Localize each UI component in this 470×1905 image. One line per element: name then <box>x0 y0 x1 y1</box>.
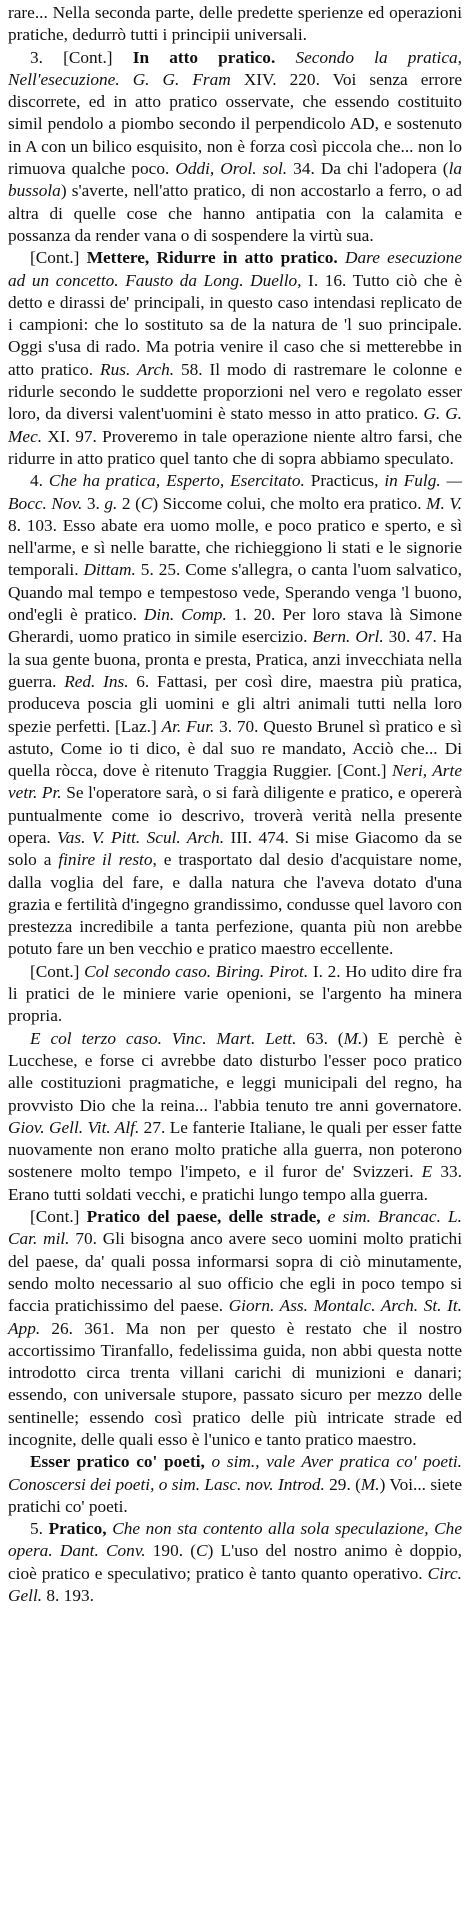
body-text <box>205 1452 212 1471</box>
body-text: I. 16. Tutto ciò che è detto e dirassi de' principali, in questo caso intendasi replicato de i campioni: che lo sostituto sa de la natura de 'l suo principale. Oggi s'usa di rado. Ma potria venire il caso che si metterebbe in atto pratico. <box>8 270 462 379</box>
body-text: 27. Le fanterie Italiane, le quali per esser fatte nuovamente non erano molto pratiche alla guerra, non poterono sostenere molto tempo l'impeto, e il furor de' Svizzeri. <box>8 1117 462 1182</box>
citation-text: Dare esecuzione ad un concetto. Fausto da Long. Duello, <box>8 248 462 290</box>
citation-text: Ar. Fur. <box>161 716 215 736</box>
citation-text: Oddi, Orol. sol. <box>175 159 288 179</box>
citation-text: finire il resto <box>58 850 153 870</box>
body-text: 190. ( <box>145 1541 197 1561</box>
citation-text: C <box>196 1541 208 1561</box>
citation-text: la bussola <box>8 159 463 201</box>
body-text: [Cont.] <box>30 1207 87 1227</box>
citation-text: o sim., vale Aver pratica co' poeti. Conoscersi dei poeti, o sim. Lasc. nov. Introd. <box>8 1452 463 1494</box>
dictionary-paragraph <box>8 1206 462 1451</box>
citation-text: C <box>140 493 153 513</box>
body-text: XI. 97. Proveremo in tale operazione niente altro farsi, che ridurre in atto pratico quel tanto che di sopra abbiamo speculato. <box>8 426 462 468</box>
body-text: rare... Nella seconda parte, delle predette sperienze ed operazioni pratiche, dedurrò tutti i principii universali. <box>8 3 462 45</box>
body-text: ) Siccome colui, che molto era pratico. <box>152 493 427 513</box>
dictionary-paragraph <box>8 247 462 470</box>
body-text: 3. <box>82 493 105 513</box>
citation-text: E <box>421 1162 433 1182</box>
body-text: 3. 70. Questo Brunel sì pratico e sì astuto, Come io ti dico, è dal suo re mandato, Acciò che... Di quella ròcca, dove è ritenuto Traggia Ruggier. [Cont.] <box>8 716 462 781</box>
dictionary-paragraph <box>8 2 462 47</box>
citation-text: Giov. Gell. Vit. Alf. <box>8 1117 140 1137</box>
headword-text: Pratico, <box>48 1519 107 1539</box>
body-text: Practicus, <box>304 471 385 491</box>
citation-text: Rus. Arch. <box>100 359 175 379</box>
body-text: ) E perchè è Lucchese, e forse ci avrebbe dato disturbo l'esser poco pratico alle costituzioni pragmatiche, e leggi municipali del regno, ha provvisto Dio che la reina... l'abbia tenuto tre anni governatore. <box>8 1028 462 1115</box>
citation-text: Neri, Arte vetr. Pr. <box>8 761 462 803</box>
body-text: 1. 20. Per loro stava là Simone Gherardi, uomo pratico in simile esercizio. <box>8 605 462 647</box>
body-text: 29. ( <box>324 1474 361 1494</box>
citation-text: Vas. V. Pitt. Scul. Arch. <box>57 827 225 847</box>
citation-text: Col secondo caso. Biring. Pirot. <box>84 961 309 981</box>
body-text: ) L'uso del nostro animo è doppio, cioè pratico e speculativo; pratico è tanto quanto operativo. <box>8 1541 463 1583</box>
body-text: 26. 361. Ma non per questo è restato che il nostro accortissimo Tiranfallo, fedelissima guida, non abbi questa notte introdotto circa trenta villani carichi di munizioni e danari; essendo, con universale stupore, passato sicuro per mezzo delle sentinelle; essendo così pratico delle più intricate strade ed incognite, delle quali esso è l'unico e tanto pratico maestro. <box>8 1318 462 1449</box>
body-text <box>321 1207 328 1226</box>
citation-text: in Fulg. — Bocc. Nov. <box>8 471 462 513</box>
body-text: 58. Il modo di rastremare le colonne e ridurle secondo le suddette proporzioni nel vero e regolato esser loro, da diversi valent'uomini è stato messo in atto pratico. <box>8 359 463 424</box>
citation-text: Bern. Orl. <box>312 627 384 647</box>
body-text: 33. Erano tutti soldati vecchi, e pratichi lungo tempo alla guerra. <box>8 1162 462 1204</box>
citation-text: Dittam. <box>83 560 136 580</box>
dictionary-paragraph <box>8 1518 462 1607</box>
dictionary-paragraph <box>8 1451 462 1518</box>
body-text: 8. 103. Esso abate era uomo molle, e poco pratico e sperto, e sì nell'arme, e sì nelle baratte, che richieggiono li stati e le signorie temporali. <box>8 515 462 580</box>
citation-text: Red. Ins. <box>64 671 129 691</box>
citation-text: Circ. Gell. <box>8 1563 462 1606</box>
body-text: 34. Da chi l'adopera ( <box>287 159 449 179</box>
body-text <box>275 48 295 67</box>
body-text: 2 ( <box>117 493 141 513</box>
citation-text: Din. Comp. <box>143 605 227 625</box>
body-text: 5. 25. Come s'allegra, o canta l'uom salvatico, Quando mal tempo e tempestoso vede, Sperando venga 'l buono, ond'egli è pratico. <box>8 560 462 625</box>
body-text: 8. 193. <box>42 1586 94 1606</box>
body-text: 6. Fattasi, per così dire, maestra più pratica, produceva poscia gli uomini e gli altri animali tutti nella loro spezie perfetti. [Laz.] <box>8 671 462 736</box>
citation-text: M. V. <box>426 493 462 513</box>
citation-text: e sim. Brancac. L. Car. mil. <box>8 1207 462 1249</box>
body-text: XIV. 220. Voi senza errore discorrete, ed in atto pratico osservate, che essendo costituito simil pendolo a piombo secondo il perpendicolo AD, e sostenuto in A con un bilico esquisito, non è forza così piccola che... non lo rimuova qualche poco. <box>8 69 462 179</box>
citation-text: Che non sta contento alla sola speculazione, Che opera. Dant. Conv. <box>8 1519 462 1561</box>
citation-text: Giorn. Ass. Montalc. Arch. St. It. App. <box>8 1296 462 1338</box>
body-text: 5. <box>30 1519 49 1539</box>
dictionary-paragraph <box>8 961 462 1028</box>
dictionary-paragraph <box>8 47 462 248</box>
citation-text: G. G. Mec. <box>8 404 462 446</box>
body-text: 70. Gli bisogna anco avere seco uomini molto pratichi del paese, da' quali possa informarsi sopra di ciò minutamente, sendo molto necessario al suo officio che egli in poco tempo si faccia pratichissimo del paese. <box>8 1229 462 1316</box>
body-text: I. 2. Ho udito dire fra li pratici de le miniere varie openioni, se l'argento ha minera propria. <box>8 961 462 1026</box>
body-text: 4. <box>30 471 49 491</box>
body-text: [Cont.] <box>30 248 87 268</box>
citation-text: E col terzo caso. Vinc. Mart. Lett. <box>30 1028 297 1048</box>
body-text: , e trasportato dal desio d'acquistare nome, dalla voglia del fare, e dalla natura che l'aveva dotato d'una grazia e fertilità d'ingegno grandissimo, condusse quel lavoro con prestezza incredibile a tanta perfezione, quanta più non arebbe potuto fare un ben vecchio e pratico maestro eccellente. <box>8 850 463 959</box>
body-text: 3. [Cont.] <box>30 47 133 67</box>
body-text: [Cont.] <box>30 961 85 981</box>
body-text <box>338 248 345 267</box>
headword-text: Esser pratico co' poeti, <box>30 1452 205 1472</box>
citation-text: g. <box>104 493 118 513</box>
body-text: 30. 47. Ha la sua gente buona, pronta e presta, Pratica, anzi invecchiata nella guerra. <box>8 627 462 691</box>
citation-text: Secondo la pratica, Nell'esecuzione. G. G. Fram <box>8 47 462 89</box>
dictionary-paragraph <box>8 470 462 961</box>
body-text: III. 474. Si mise Giacomo da se solo a <box>8 827 462 870</box>
citation-text: Che ha pratica, Esperto, Esercitato. <box>48 471 305 491</box>
dictionary-paragraph <box>8 1028 462 1206</box>
body-text: Se l'operatore sarà, o si farà diligente e pratico, e opererà puntualmente come io descrivo, troverà verità nella presente opera. <box>8 783 463 847</box>
citation-text: M. <box>360 1474 380 1494</box>
headword-text: Mettere, Ridurre in atto pratico. <box>86 248 338 268</box>
headword-text: In atto pratico. <box>132 47 276 67</box>
body-text: ) s'averte, nell'atto pratico, di non accostarlo a ferro, o ad altra di quelle cose che hanno antipatia con la calamita e possanza da render vana o di sospendere la virtù sua. <box>8 181 462 245</box>
body-text: ) Voi... siete pratichi co' poeti. <box>8 1474 462 1516</box>
body-text: 63. ( <box>296 1028 344 1048</box>
headword-text: Pratico del paese, delle strade, <box>86 1207 321 1227</box>
citation-text: M. <box>343 1028 363 1048</box>
